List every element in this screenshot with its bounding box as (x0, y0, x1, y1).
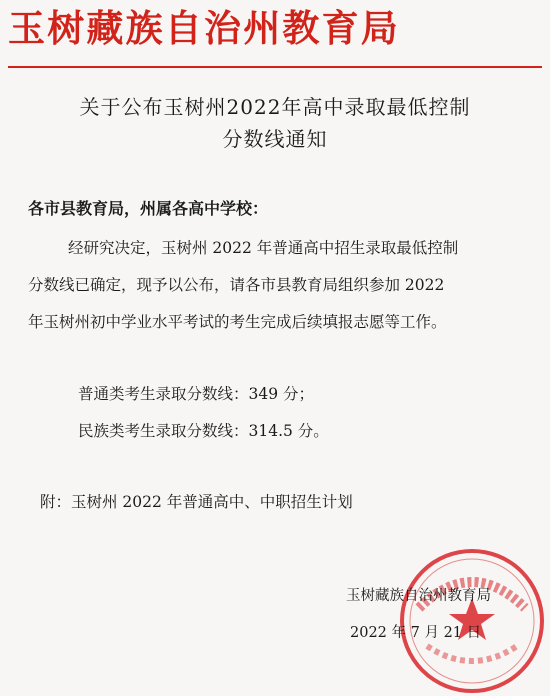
body-line-3: 年玉树州初中学业水平考试的考生完成后续填报志愿等工作。 (28, 313, 447, 331)
attachment-line: 附：玉树州 2022 年普通高中、中职招生计划 (40, 493, 353, 511)
salutation: 各市县教育局，州属各高中学校： (28, 199, 269, 218)
notice-title-line2: 分数线通知 (222, 127, 328, 151)
score-ethnic: 民族类考生录取分数线：314.5 分。 (78, 422, 329, 440)
signature-org: 玉树藏族自治州教育局 (346, 588, 491, 604)
official-seal-stamp (397, 546, 547, 696)
body-line-2: 分数线已确定，现予以公布，请各市县教育局组织参加 2022 (28, 276, 445, 294)
org-header-title: 玉树藏族自治州教育局 (8, 6, 400, 50)
body-line-1: 经研究决定，玉树州 2022 年普通高中招生录取最低控制 (68, 239, 459, 257)
signature-date: 2022 年 7 月 21 日 (350, 625, 482, 641)
red-divider-rule (8, 66, 542, 68)
notice-title-line1: 关于公布玉树州2022年高中录取最低控制 (79, 95, 471, 119)
score-general: 普通类考生录取分数线：349 分； (78, 385, 315, 403)
